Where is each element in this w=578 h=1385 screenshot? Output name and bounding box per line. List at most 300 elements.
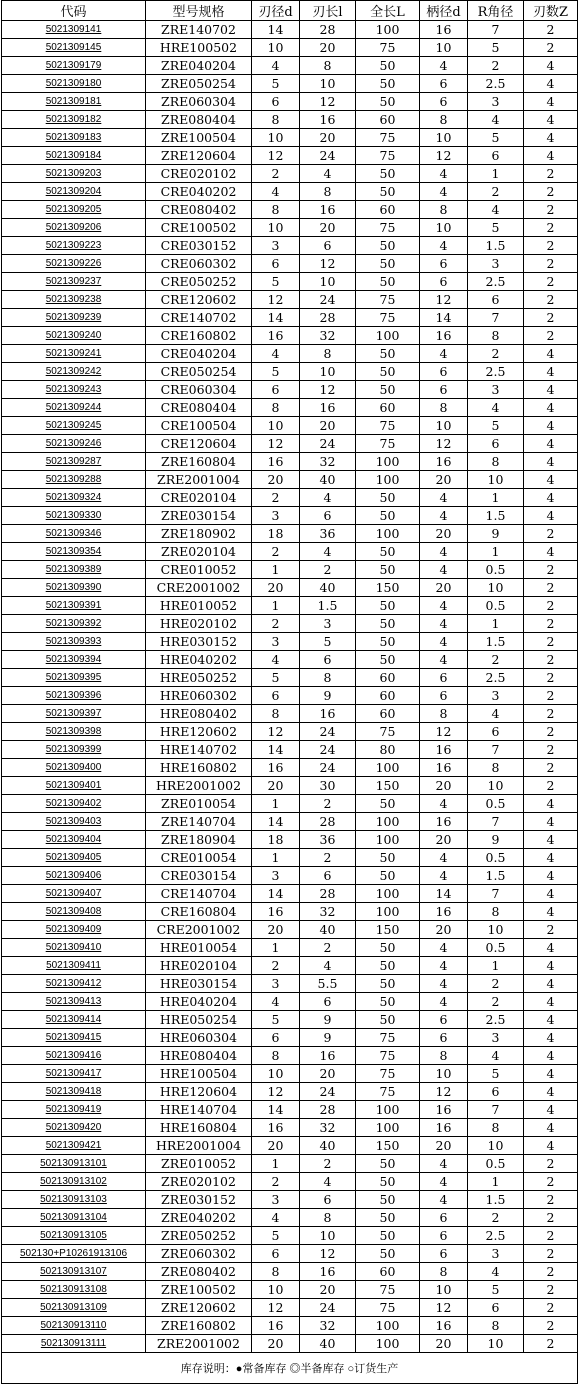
cell-code[interactable]: 5021309330 <box>2 507 146 525</box>
cell-shank-diameter: 16 <box>420 1317 468 1335</box>
cell-model: ZRE040204 <box>146 57 252 75</box>
table-row <box>2 21 578 39</box>
cell-code[interactable]: 5021309145 <box>2 39 146 57</box>
cell-overall-length: 60 <box>356 1263 420 1281</box>
cell-model: HRE140702 <box>146 741 252 759</box>
cell-blade-diameter: 1 <box>252 597 300 615</box>
cell-corner-radius: 5 <box>468 417 524 435</box>
cell-overall-length: 50 <box>356 93 420 111</box>
cell-model: ZRE060304 <box>146 93 252 111</box>
table-row <box>2 57 578 75</box>
cell-code[interactable]: 5021309395 <box>2 669 146 687</box>
cell-code[interactable]: 502130913101 <box>2 1155 146 1173</box>
cell-code[interactable]: 5021309418 <box>2 1083 146 1101</box>
cell-code[interactable]: 502130913103 <box>2 1191 146 1209</box>
header-code: 代码 <box>2 1 146 21</box>
cell-overall-length: 50 <box>356 165 420 183</box>
cell-blade-length: 36 <box>300 831 356 849</box>
cell-blade-diameter: 8 <box>252 399 300 417</box>
cell-corner-radius: 2 <box>468 57 524 75</box>
cell-model: ZRE040202 <box>146 1209 252 1227</box>
cell-code[interactable]: 5021309245 <box>2 417 146 435</box>
cell-code[interactable]: 502130913108 <box>2 1281 146 1299</box>
cell-code[interactable]: 502130913109 <box>2 1299 146 1317</box>
cell-overall-length: 50 <box>356 651 420 669</box>
cell-code[interactable]: 5021309392 <box>2 615 146 633</box>
cell-flutes: 4 <box>524 93 578 111</box>
cell-blade-length: 28 <box>300 309 356 327</box>
cell-corner-radius: 9 <box>468 525 524 543</box>
cell-blade-length: 5.5 <box>300 975 356 993</box>
cell-model: CRE040202 <box>146 183 252 201</box>
cell-shank-diameter: 12 <box>420 723 468 741</box>
cell-code[interactable]: 5021309240 <box>2 327 146 345</box>
cell-shank-diameter: 4 <box>420 975 468 993</box>
cell-overall-length: 75 <box>356 219 420 237</box>
cell-code[interactable]: 5021309391 <box>2 597 146 615</box>
cell-model: HRE010052 <box>146 597 252 615</box>
cell-overall-length: 50 <box>356 615 420 633</box>
table-row <box>2 723 578 741</box>
cell-flutes: 4 <box>524 795 578 813</box>
cell-blade-length: 32 <box>300 453 356 471</box>
cell-flutes: 2 <box>524 1209 578 1227</box>
cell-corner-radius: 1 <box>468 543 524 561</box>
cell-code[interactable]: 5021309180 <box>2 75 146 93</box>
cell-flutes: 4 <box>524 111 578 129</box>
cell-code[interactable]: 5021309396 <box>2 687 146 705</box>
cell-corner-radius: 7 <box>468 21 524 39</box>
cell-shank-diameter: 4 <box>420 795 468 813</box>
cell-blade-diameter: 12 <box>252 435 300 453</box>
cell-blade-diameter: 5 <box>252 75 300 93</box>
cell-shank-diameter: 16 <box>420 21 468 39</box>
cell-corner-radius: 3 <box>468 1029 524 1047</box>
cell-flutes: 2 <box>524 1155 578 1173</box>
cell-overall-length: 75 <box>356 39 420 57</box>
cell-shank-diameter: 16 <box>420 813 468 831</box>
cell-blade-diameter: 2 <box>252 489 300 507</box>
cell-code[interactable]: 5021309400 <box>2 759 146 777</box>
cell-shank-diameter: 8 <box>420 1263 468 1281</box>
cell-shank-diameter: 4 <box>420 867 468 885</box>
cell-model: HRE040204 <box>146 993 252 1011</box>
cell-flutes: 2 <box>524 687 578 705</box>
cell-flutes: 2 <box>524 165 578 183</box>
cell-flutes: 4 <box>524 867 578 885</box>
cell-code[interactable]: 502130+P10261913106 <box>2 1245 146 1263</box>
cell-flutes: 2 <box>524 1335 578 1353</box>
cell-blade-diameter: 14 <box>252 813 300 831</box>
cell-model: ZRE100502 <box>146 1281 252 1299</box>
cell-code[interactable]: 5021309417 <box>2 1065 146 1083</box>
cell-code[interactable]: 5021309182 <box>2 111 146 129</box>
cell-flutes: 2 <box>524 777 578 795</box>
cell-blade-length: 4 <box>300 489 356 507</box>
cell-overall-length: 50 <box>356 183 420 201</box>
cell-code[interactable]: 5021309408 <box>2 903 146 921</box>
cell-code[interactable]: 5021309393 <box>2 633 146 651</box>
cell-blade-length: 36 <box>300 525 356 543</box>
cell-overall-length: 100 <box>356 1317 420 1335</box>
cell-shank-diameter: 6 <box>420 273 468 291</box>
cell-code[interactable]: 5021309346 <box>2 525 146 543</box>
cell-code[interactable]: 502130913104 <box>2 1209 146 1227</box>
table-row <box>2 1029 578 1047</box>
cell-corner-radius: 10 <box>468 471 524 489</box>
cell-blade-length: 12 <box>300 93 356 111</box>
cell-overall-length: 75 <box>356 1029 420 1047</box>
cell-model: HRE120602 <box>146 723 252 741</box>
cell-flutes: 2 <box>524 1227 578 1245</box>
cell-code[interactable]: 5021309223 <box>2 237 146 255</box>
cell-code[interactable]: 5021309412 <box>2 975 146 993</box>
cell-code[interactable]: 5021309390 <box>2 579 146 597</box>
cell-corner-radius: 10 <box>468 579 524 597</box>
table-row <box>2 1281 578 1299</box>
cell-corner-radius: 0.5 <box>468 561 524 579</box>
cell-overall-length: 100 <box>356 471 420 489</box>
cell-overall-length: 50 <box>356 255 420 273</box>
cell-code[interactable]: 5021309389 <box>2 561 146 579</box>
cell-code[interactable]: 5021309242 <box>2 363 146 381</box>
cell-code[interactable]: 502130913105 <box>2 1227 146 1245</box>
cell-blade-diameter: 6 <box>252 381 300 399</box>
cell-model: CRE020104 <box>146 489 252 507</box>
cell-corner-radius: 2 <box>468 993 524 1011</box>
cell-overall-length: 50 <box>356 1209 420 1227</box>
cell-code[interactable]: 5021309179 <box>2 57 146 75</box>
header-overall-length: 全长L <box>356 1 420 21</box>
cell-code[interactable]: 502130913102 <box>2 1173 146 1191</box>
cell-code[interactable]: 5021309287 <box>2 453 146 471</box>
cell-model: CRE050252 <box>146 273 252 291</box>
cell-corner-radius: 5 <box>468 1065 524 1083</box>
table-row <box>2 687 578 705</box>
cell-model: CRE2001002 <box>146 579 252 597</box>
table-row <box>2 1317 578 1335</box>
cell-model: CRE040204 <box>146 345 252 363</box>
cell-shank-diameter: 10 <box>420 1065 468 1083</box>
cell-overall-length: 50 <box>356 57 420 75</box>
cell-overall-length: 50 <box>356 507 420 525</box>
cell-code[interactable]: 5021309401 <box>2 777 146 795</box>
cell-blade-diameter: 4 <box>252 57 300 75</box>
cell-code[interactable]: 5021309241 <box>2 345 146 363</box>
cell-flutes: 2 <box>524 237 578 255</box>
cell-shank-diameter: 16 <box>420 741 468 759</box>
cell-code[interactable]: 5021309411 <box>2 957 146 975</box>
cell-code[interactable]: 5021309406 <box>2 867 146 885</box>
cell-blade-diameter: 10 <box>252 219 300 237</box>
cell-overall-length: 150 <box>356 579 420 597</box>
cell-blade-length: 28 <box>300 21 356 39</box>
cell-model: ZRE010052 <box>146 1155 252 1173</box>
cell-flutes: 2 <box>524 723 578 741</box>
cell-flutes: 4 <box>524 507 578 525</box>
cell-blade-diameter: 20 <box>252 1137 300 1155</box>
cell-corner-radius: 2 <box>468 1209 524 1227</box>
cell-blade-diameter: 5 <box>252 1227 300 1245</box>
cell-overall-length: 50 <box>356 1155 420 1173</box>
cell-blade-diameter: 20 <box>252 579 300 597</box>
table-row <box>2 579 578 597</box>
cell-model: ZRE2001004 <box>146 471 252 489</box>
cell-overall-length: 50 <box>356 75 420 93</box>
cell-code[interactable]: 5021309413 <box>2 993 146 1011</box>
cell-code[interactable]: 5021309397 <box>2 705 146 723</box>
cell-model: ZRE120604 <box>146 147 252 165</box>
cell-blade-diameter: 5 <box>252 1011 300 1029</box>
cell-blade-length: 12 <box>300 255 356 273</box>
table-row <box>2 345 578 363</box>
table-row <box>2 417 578 435</box>
cell-blade-diameter: 10 <box>252 1065 300 1083</box>
cell-model: HRE160802 <box>146 759 252 777</box>
cell-model: CRE120604 <box>146 435 252 453</box>
cell-code[interactable]: 5021309238 <box>2 291 146 309</box>
cell-overall-length: 50 <box>356 849 420 867</box>
cell-code[interactable]: 5021309419 <box>2 1101 146 1119</box>
cell-code[interactable]: 5021309141 <box>2 21 146 39</box>
cell-blade-length: 16 <box>300 111 356 129</box>
cell-flutes: 4 <box>524 435 578 453</box>
cell-blade-length: 16 <box>300 1263 356 1281</box>
cell-blade-length: 2 <box>300 1155 356 1173</box>
cell-code[interactable]: 5021309184 <box>2 147 146 165</box>
cell-blade-diameter: 4 <box>252 1209 300 1227</box>
cell-flutes: 4 <box>524 849 578 867</box>
cell-code[interactable]: 5021309237 <box>2 273 146 291</box>
cell-overall-length: 50 <box>356 939 420 957</box>
cell-overall-length: 50 <box>356 867 420 885</box>
cell-code[interactable]: 5021309204 <box>2 183 146 201</box>
cell-blade-diameter: 2 <box>252 165 300 183</box>
cell-blade-diameter: 18 <box>252 831 300 849</box>
cell-flutes: 4 <box>524 1101 578 1119</box>
cell-overall-length: 100 <box>356 831 420 849</box>
table-row <box>2 957 578 975</box>
cell-blade-length: 32 <box>300 327 356 345</box>
cell-code[interactable]: 5021309324 <box>2 489 146 507</box>
cell-code[interactable]: 5021309421 <box>2 1137 146 1155</box>
cell-corner-radius: 6 <box>468 147 524 165</box>
cell-overall-length: 50 <box>356 633 420 651</box>
cell-flutes: 4 <box>524 1047 578 1065</box>
cell-blade-length: 24 <box>300 147 356 165</box>
cell-shank-diameter: 4 <box>420 489 468 507</box>
cell-shank-diameter: 10 <box>420 129 468 147</box>
cell-code[interactable]: 5021309246 <box>2 435 146 453</box>
cell-shank-diameter: 10 <box>420 39 468 57</box>
cell-blade-length: 4 <box>300 957 356 975</box>
cell-blade-length: 5 <box>300 633 356 651</box>
cell-code[interactable]: 5021309239 <box>2 309 146 327</box>
cell-corner-radius: 5 <box>468 1281 524 1299</box>
cell-blade-length: 6 <box>300 651 356 669</box>
cell-flutes: 2 <box>524 1173 578 1191</box>
cell-blade-diameter: 3 <box>252 633 300 651</box>
cell-flutes: 2 <box>524 273 578 291</box>
cell-code[interactable]: 5021309405 <box>2 849 146 867</box>
cell-code[interactable]: 5021309183 <box>2 129 146 147</box>
cell-blade-length: 24 <box>300 291 356 309</box>
cell-model: CRE100502 <box>146 219 252 237</box>
cell-blade-length: 20 <box>300 1281 356 1299</box>
cell-code[interactable]: 5021309404 <box>2 831 146 849</box>
cell-code[interactable]: 5021309181 <box>2 93 146 111</box>
cell-code[interactable]: 5021309394 <box>2 651 146 669</box>
cell-blade-length: 12 <box>300 1245 356 1263</box>
table-row <box>2 129 578 147</box>
cell-shank-diameter: 4 <box>420 183 468 201</box>
cell-code[interactable]: 502130913110 <box>2 1317 146 1335</box>
cell-shank-diameter: 16 <box>420 1119 468 1137</box>
cell-model: HRE040202 <box>146 651 252 669</box>
cell-flutes: 2 <box>524 525 578 543</box>
cell-corner-radius: 5 <box>468 129 524 147</box>
cell-shank-diameter: 12 <box>420 1299 468 1317</box>
cell-model: ZRE080404 <box>146 111 252 129</box>
cell-corner-radius: 2.5 <box>468 669 524 687</box>
cell-overall-length: 60 <box>356 669 420 687</box>
cell-model: ZRE010054 <box>146 795 252 813</box>
cell-code[interactable]: 5021309407 <box>2 885 146 903</box>
cell-blade-diameter: 20 <box>252 777 300 795</box>
cell-code[interactable]: 502130913107 <box>2 1263 146 1281</box>
cell-flutes: 2 <box>524 921 578 939</box>
table-row <box>2 777 578 795</box>
cell-overall-length: 50 <box>356 273 420 291</box>
cell-code[interactable]: 5021309402 <box>2 795 146 813</box>
cell-overall-length: 75 <box>356 417 420 435</box>
cell-blade-length: 32 <box>300 1119 356 1137</box>
cell-blade-diameter: 1 <box>252 849 300 867</box>
cell-code[interactable]: 5021309398 <box>2 723 146 741</box>
cell-shank-diameter: 20 <box>420 525 468 543</box>
cell-flutes: 4 <box>524 399 578 417</box>
cell-overall-length: 60 <box>356 399 420 417</box>
cell-corner-radius: 7 <box>468 1101 524 1119</box>
cell-shank-diameter: 16 <box>420 1101 468 1119</box>
cell-flutes: 2 <box>524 1263 578 1281</box>
cell-flutes: 2 <box>524 759 578 777</box>
cell-model: ZRE140704 <box>146 813 252 831</box>
cell-model: CRE010054 <box>146 849 252 867</box>
table-row <box>2 1155 578 1173</box>
cell-blade-length: 24 <box>300 723 356 741</box>
cell-code[interactable]: 5021309354 <box>2 543 146 561</box>
table-row <box>2 1245 578 1263</box>
cell-shank-diameter: 4 <box>420 165 468 183</box>
cell-overall-length: 50 <box>356 975 420 993</box>
cell-flutes: 4 <box>524 345 578 363</box>
cell-shank-diameter: 4 <box>420 849 468 867</box>
cell-corner-radius: 8 <box>468 903 524 921</box>
cell-overall-length: 75 <box>356 129 420 147</box>
cell-overall-length: 50 <box>356 1245 420 1263</box>
cell-code[interactable]: 502130913111 <box>2 1335 146 1353</box>
cell-code[interactable]: 5021309243 <box>2 381 146 399</box>
table-row <box>2 615 578 633</box>
table-row <box>2 165 578 183</box>
cell-model: CRE080404 <box>146 399 252 417</box>
table-row <box>2 795 578 813</box>
cell-shank-diameter: 20 <box>420 777 468 795</box>
cell-model: ZRE060302 <box>146 1245 252 1263</box>
cell-flutes: 2 <box>524 327 578 345</box>
cell-code[interactable]: 5021309203 <box>2 165 146 183</box>
cell-shank-diameter: 4 <box>420 57 468 75</box>
cell-code[interactable]: 5021309399 <box>2 741 146 759</box>
cell-blade-length: 16 <box>300 201 356 219</box>
cell-corner-radius: 4 <box>468 399 524 417</box>
cell-shank-diameter: 8 <box>420 201 468 219</box>
cell-corner-radius: 2 <box>468 345 524 363</box>
cell-shank-diameter: 20 <box>420 1335 468 1353</box>
table-row <box>2 273 578 291</box>
cell-code[interactable]: 5021309420 <box>2 1119 146 1137</box>
cell-blade-length: 12 <box>300 381 356 399</box>
cell-blade-length: 32 <box>300 903 356 921</box>
table-row <box>2 381 578 399</box>
cell-flutes: 4 <box>524 903 578 921</box>
cell-blade-diameter: 2 <box>252 615 300 633</box>
cell-overall-length: 75 <box>356 309 420 327</box>
cell-model: CRE160804 <box>146 903 252 921</box>
cell-flutes: 4 <box>524 363 578 381</box>
cell-code[interactable]: 5021309206 <box>2 219 146 237</box>
cell-corner-radius: 1 <box>468 957 524 975</box>
table-row <box>2 849 578 867</box>
cell-flutes: 4 <box>524 1011 578 1029</box>
cell-code[interactable]: 5021309288 <box>2 471 146 489</box>
cell-code[interactable]: 5021309414 <box>2 1011 146 1029</box>
cell-blade-length: 40 <box>300 1335 356 1353</box>
cell-corner-radius: 1 <box>468 165 524 183</box>
cell-flutes: 2 <box>524 201 578 219</box>
cell-overall-length: 100 <box>356 1101 420 1119</box>
cell-overall-length: 100 <box>356 885 420 903</box>
cell-blade-length: 2 <box>300 561 356 579</box>
cell-code[interactable]: 5021309244 <box>2 399 146 417</box>
table-row <box>2 471 578 489</box>
cell-code[interactable]: 5021309403 <box>2 813 146 831</box>
cell-code[interactable]: 5021309226 <box>2 255 146 273</box>
cell-flutes: 2 <box>524 309 578 327</box>
cell-blade-length: 4 <box>300 543 356 561</box>
cell-blade-diameter: 5 <box>252 273 300 291</box>
table-row <box>2 759 578 777</box>
cell-code[interactable]: 5021309415 <box>2 1029 146 1047</box>
cell-corner-radius: 3 <box>468 93 524 111</box>
cell-flutes: 2 <box>524 219 578 237</box>
cell-blade-diameter: 10 <box>252 129 300 147</box>
cell-shank-diameter: 12 <box>420 147 468 165</box>
cell-code[interactable]: 5021309205 <box>2 201 146 219</box>
table-row <box>2 183 578 201</box>
table-row <box>2 93 578 111</box>
cell-blade-diameter: 12 <box>252 291 300 309</box>
cell-code[interactable]: 5021309416 <box>2 1047 146 1065</box>
table-row <box>2 111 578 129</box>
cell-blade-diameter: 14 <box>252 741 300 759</box>
cell-code[interactable]: 5021309410 <box>2 939 146 957</box>
cell-code[interactable]: 5021309409 <box>2 921 146 939</box>
cell-model: ZRE020104 <box>146 543 252 561</box>
cell-blade-diameter: 6 <box>252 93 300 111</box>
cell-model: HRE100504 <box>146 1065 252 1083</box>
